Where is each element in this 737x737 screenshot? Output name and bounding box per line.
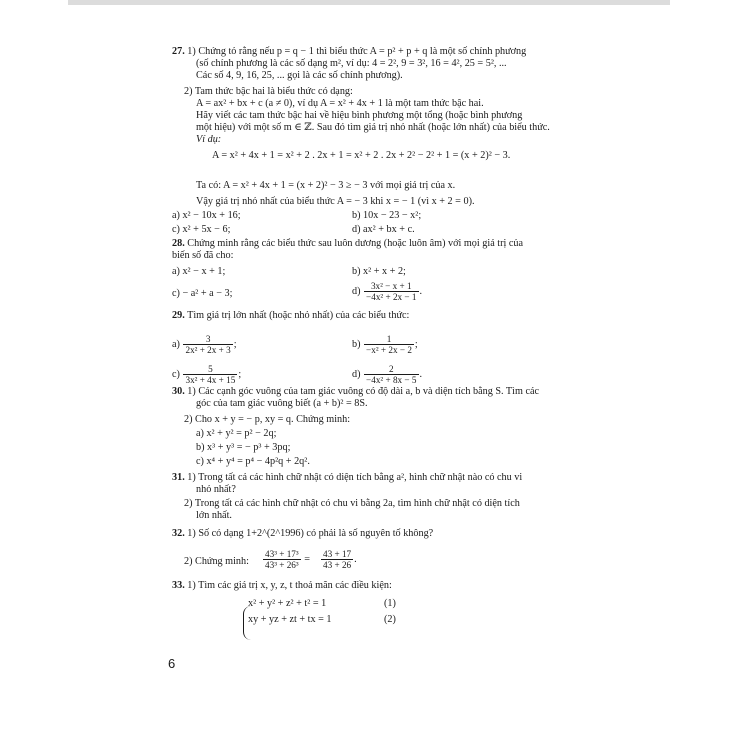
fraction-expression (352, 364, 422, 385)
fraction-prefix: d) (352, 285, 364, 297)
line-text: (số chính phương là các số dạng m², ví dụ: 4 = 2², 9 = 3², 16 = 4², 25 = 5², ... (196, 58, 507, 69)
fraction-expression (262, 549, 310, 570)
text-line (196, 510, 232, 522)
line-text: 1) Chứng tỏ rằng nếu p = q − 1 thì biểu thức A = p² + p + q là một số chính phương (184, 46, 527, 57)
exercise-number: 33. (172, 580, 185, 591)
line-text: 2) Tam thức bậc hai là biểu thức có dạng: (184, 86, 353, 97)
exercise-number: 28. (172, 238, 185, 249)
text-line (352, 266, 406, 278)
system-brace (243, 606, 256, 640)
line-text: 2) Cho x + y = − p, xy = q. Chứng minh: (184, 414, 351, 425)
fraction-expression (352, 334, 418, 355)
text-line (172, 580, 392, 592)
text-line (172, 288, 232, 300)
line-text: biến số đã cho: (172, 250, 234, 261)
line-text: Vậy giá trị nhỏ nhất của biểu thức A = − 3 khi x = − 1 (vì x + 2 = 0). (196, 196, 475, 207)
fraction-prefix: a) (172, 338, 183, 350)
text-line (248, 598, 326, 610)
line-text: c) − a² + a − 3; (172, 288, 233, 299)
line-text: Ví dụ: (196, 134, 222, 145)
text-line (196, 196, 475, 208)
numerator: 43³ + 17³ (265, 549, 299, 559)
denominator: 43³ + 26³ (265, 560, 299, 570)
fraction-expression (172, 364, 241, 385)
line-text: 1) Các cạnh góc vuông của tam giác vuông có độ dài a, b và diện tích bằng S. Tìm các (184, 386, 540, 397)
text-line (172, 224, 230, 236)
line-text: (2) (384, 614, 396, 625)
numerator: 3 (183, 334, 232, 345)
fraction-suffix: = (301, 553, 310, 565)
numerator: 5 (183, 364, 237, 375)
text-line (196, 484, 236, 496)
line-text: d) ax² + bx + c. (352, 224, 415, 235)
fraction (263, 549, 301, 570)
line-text: 1) Số có dạng 1+2^(2^1996) có phải là số nguyên tố không? (184, 528, 434, 539)
text-line (172, 266, 225, 278)
text-line (172, 472, 522, 484)
line-text: lớn nhất. (196, 510, 232, 521)
line-text: c) x⁴ + y⁴ = p⁴ − 4p²q + 2q². (196, 456, 310, 467)
line-text: 2) Chứng minh: (184, 556, 249, 567)
text-line (196, 110, 522, 122)
text-line (196, 456, 310, 468)
text-line (172, 46, 526, 58)
text-line (212, 150, 510, 162)
fraction (364, 364, 418, 385)
line-text: Hãy viết các tam thức bậc hai về hiệu bình phương một tổng (hoặc bình phương (196, 110, 523, 121)
denominator: 43 + 26 (323, 560, 352, 570)
denominator: −4x² + 2x − 1 (366, 292, 417, 302)
text-line (184, 556, 249, 568)
line-text: c) x² + 5x − 6; (172, 224, 231, 235)
text-line (172, 528, 433, 540)
exercise-number: 27. (172, 46, 185, 57)
numerator: 2 (364, 364, 418, 375)
text-line (196, 98, 484, 110)
line-text: (1) (384, 598, 396, 609)
line-text: A = ax² + bx + c (a ≠ 0), ví dụ A = x² + 4x + 1 là một tam thức bậc hai. (196, 98, 484, 109)
line-text: a) x² − 10x + 16; (172, 210, 241, 221)
line-text: a) x² + y² = p² − 2q; (196, 428, 277, 439)
text-line (196, 442, 290, 454)
text-line (196, 122, 550, 134)
fraction (183, 364, 237, 385)
text-line (196, 428, 276, 440)
fraction-suffix: ; (414, 338, 418, 350)
fraction-prefix: d) (352, 368, 364, 380)
text-line (172, 250, 233, 262)
line-text: Các số 4, 9, 16, 25, ... gọi là các số chính phương). (196, 70, 403, 81)
line-text: 1) Trong tất cả các hình chữ nhật có diện tích bằng a², hình chữ nhật nào có chu vi (184, 472, 523, 483)
fraction (321, 549, 353, 570)
exercise-number: 30. (172, 386, 185, 397)
line-text: góc của tam giác vuông biết (a + b)² = 8S. (196, 398, 368, 409)
fraction-prefix: b) (352, 338, 364, 350)
line-text: Chứng minh rằng các biểu thức sau luôn dương (hoặc luôn âm) với mọi giá trị của (184, 238, 523, 249)
line-text: Ta có: A = x² + 4x + 1 = (x + 2)² − 3 ≥ − 3 với mọi giá trị của x. (196, 180, 456, 191)
exercise-number: 32. (172, 528, 185, 539)
line-text: A = x² + 4x + 1 = x² + 2 . 2x + 1 = x² + 2 . 2x + 2² − 2² + 1 = (x + 2)² − 3. (212, 150, 511, 161)
text-line (172, 238, 523, 250)
text-line (352, 210, 421, 222)
fraction (183, 334, 232, 355)
numerator: 3x² − x + 1 (364, 281, 418, 292)
text-line (196, 180, 455, 192)
text-line (172, 310, 409, 322)
fraction (364, 281, 418, 302)
text-line (196, 58, 507, 70)
denominator: −4x² + 8x − 5 (366, 375, 417, 385)
line-text: a) x² − x + 1; (172, 266, 226, 277)
line-text: b) x² + x + 2; (352, 266, 406, 277)
denominator: −x² + 2x − 2 (366, 345, 412, 355)
denominator: 2x² + 2x + 3 (185, 345, 231, 355)
text-line (184, 414, 350, 426)
line-text: một hiệu) với một số m ∈ ℤ. Sau đó tìm giá trị nhỏ nhất (hoặc lớn nhất) của biểu thức. (196, 122, 550, 133)
text-line (248, 614, 332, 626)
text-line (184, 498, 520, 510)
text-line (384, 614, 396, 626)
fraction-suffix: . (354, 553, 357, 565)
text-line (384, 598, 396, 610)
line-text: x² + y² + z² + t² = 1 (248, 598, 327, 609)
line-text: nhỏ nhất? (196, 484, 236, 495)
fraction-expression (352, 281, 422, 302)
line-text: b) x³ + y³ = − p³ + 3pq; (196, 442, 291, 453)
fraction-expression (320, 549, 357, 570)
line-text: 2) Trong tất cả các hình chữ nhật có chu vi bằng 2a, tìm hình chữ nhật có diện tích (184, 498, 520, 509)
fraction-prefix: c) (172, 368, 183, 380)
fraction-suffix: . (419, 285, 423, 297)
line-text: Tìm giá trị lớn nhất (hoặc nhỏ nhất) của các biểu thức: (184, 310, 410, 321)
page-number: 6 (168, 656, 176, 671)
text-line (196, 134, 221, 146)
text-line (196, 70, 403, 82)
fraction-suffix: . (419, 368, 423, 380)
exercise-number: 31. (172, 472, 185, 483)
denominator: 3x² + 4x + 15 (185, 375, 236, 385)
line-text: xy + yz + zt + tx = 1 (248, 614, 332, 625)
text-line (172, 386, 539, 398)
fraction (364, 334, 414, 355)
fraction-suffix: ; (238, 368, 242, 380)
fraction-expression (172, 334, 237, 355)
text-line (172, 210, 241, 222)
line-text: b) 10x − 23 − x²; (352, 210, 422, 221)
numerator: 43 + 17 (323, 549, 352, 559)
text-line (352, 224, 415, 236)
line-text: 1) Tìm các giá trị x, y, z, t thoả mãn các điều kiện: (184, 580, 392, 591)
fraction-suffix: ; (233, 338, 237, 350)
text-line (196, 398, 368, 410)
numerator: 1 (364, 334, 414, 345)
text-line (184, 86, 353, 98)
exercise-number: 29. (172, 310, 185, 321)
